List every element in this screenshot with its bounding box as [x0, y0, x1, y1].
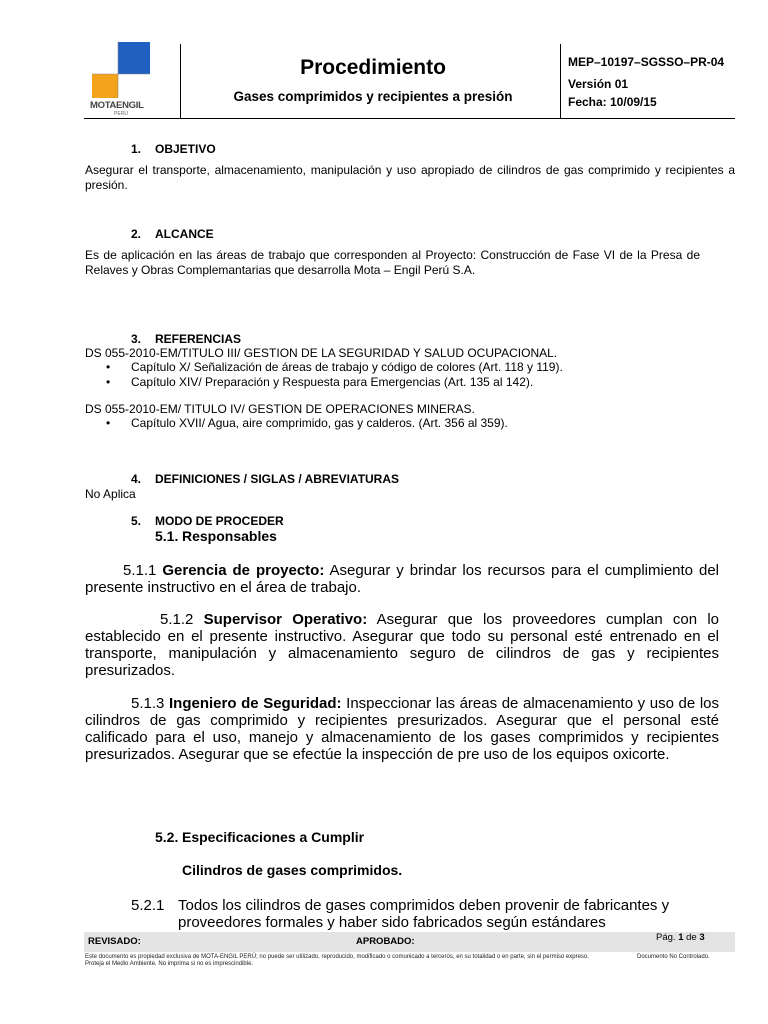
paragraph-line: proveedores formales y haber sido fabricados según estándares [178, 914, 606, 931]
section-number: 2. [131, 227, 142, 241]
reference-line: DS 055-2010-EM/TITULO III/ GESTION DE LA SEGURIDAD Y SALUD OCUPACIONAL. [85, 346, 558, 360]
list-item [106, 375, 533, 389]
subsection-heading-cilindros: Cilindros de gases comprimidos. [182, 862, 403, 878]
subsection-title-responsables: Responsables [182, 528, 277, 544]
header-bottom-rule [84, 118, 735, 119]
section-number: 4. [131, 472, 142, 486]
section-title-definiciones: DEFINICIONES / SIGLAS / ABREVIATURAS [155, 472, 400, 486]
logo-subtext: PERÚ [114, 111, 128, 117]
document-code: MEP–10197–SGSSO–PR-04 [568, 55, 725, 69]
section-number: 1. [131, 142, 142, 156]
page-prefix: Pág. [656, 932, 676, 943]
section-title-objetivo: OBJETIVO [155, 142, 216, 156]
role-title: Ingeniero de Seguridad: [168, 695, 342, 712]
document-date: Fecha: 10/09/15 [568, 95, 657, 109]
subsection-title-especificaciones: Especificaciones a Cumplir [182, 829, 365, 845]
bullet-icon: • [106, 375, 111, 389]
section-text-alcance: Es de aplicación en las áreas de trabajo que corresponden al Proyecto: Construcción de Fase VI de la Presa de Relaves y Obras Complemantarias que desarrolla Mota – Engil Perú S.A. [85, 248, 700, 277]
footer-revisado-label: REVISADO: [88, 936, 141, 947]
footer-aprobado-label: APROBADO: [356, 936, 415, 947]
bullet-icon: • [106, 416, 111, 430]
section-number: 5. [131, 514, 142, 528]
item-number: 5.1.1 [123, 562, 157, 579]
section-title-referencias: REFERENCIAS [155, 332, 242, 346]
section-text-objetivo: Asegurar el transporte, almacenamiento, manipulación y uso apropiado de cilindros de gas comprimido y recipientes a presión. [85, 163, 735, 192]
section-title-alcance: ALCANCE [155, 227, 214, 241]
role-description: Inspeccionar las áreas de almacenamiento y uso de los cilindros de gas comprimido y recipientes presurizados. Asegurar que el personal esté calificado para el uso, manejo y almacenamiento de los gases comprimidos y recipientes presurizados. Asegurar que se efectúe la inspección de pre uso de los equipos oxicorte. [85, 695, 720, 763]
list-item-text: Capítulo X/ Señalización de áreas de trabajo y código de colores (Art. 118 y 119). [131, 360, 563, 374]
footer-disclaimer [85, 954, 630, 968]
responsibility-paragraph [85, 695, 719, 763]
responsibility-paragraph [85, 562, 719, 596]
mota-engil-logo [88, 40, 154, 120]
document-version: Versión 01 [568, 77, 629, 91]
page-of: de [686, 932, 697, 943]
logo-text: MOTAENGIL [90, 100, 144, 111]
section-title-modo: MODO DE PROCEDER [155, 514, 284, 528]
page-total: 3 [699, 932, 705, 943]
page-number: 1 [678, 932, 684, 943]
bullet-icon: • [106, 360, 111, 374]
role-title: Supervisor Operativo: [203, 611, 368, 628]
section-number: 3. [131, 332, 142, 346]
role-description: Asegurar y brindar los recursos para el cumplimiento del presente instructivo en el área de trabajo. [85, 562, 720, 596]
paragraph-line: Todos los cilindros de gases comprimidos deben provenir de fabricantes y [178, 897, 670, 914]
reference-line: DS 055-2010-EM/ TITULO IV/ GESTION DE OPERACIONES MINERAS. [85, 402, 475, 416]
page-indicator [656, 932, 705, 943]
disclaimer-line: Proteja el Medio Ambiente. No imprima si no es imprescindible. [85, 961, 254, 967]
list-item-text: Capítulo XIV/ Preparación y Respuesta para Emergencias (Art. 135 al 142). [131, 375, 534, 389]
disclaimer-line: Este documento es propiedad exclusiva de MOTA-ENGIL PERÚ; no puede ser utilizado, reproducido, modificado o comunicado a terceros, en su totalidad o en parte, sin el permiso expreso. [85, 954, 589, 960]
item-number: 5.1.2 [160, 611, 194, 628]
list-item [106, 360, 563, 374]
page-subtitle: Gases comprimidos y recipientes a presión [233, 89, 513, 104]
list-item [106, 416, 508, 430]
subsection-number: 5.1. [155, 528, 179, 544]
item-number: 5.1.3 [131, 695, 165, 712]
subsection-number: 5.2. [155, 829, 179, 845]
section-text-definiciones: No Aplica [85, 487, 136, 501]
role-description: Asegurar que los proveedores cumplan con lo establecido en el presente instructivo. Asegurar que todo su personal esté entrenado en el transporte, manipulación y almacenamiento seguro de cilindros de gas y recipientes presurizados. [85, 611, 720, 679]
role-title: Gerencia de proyecto: [162, 562, 325, 579]
item-number: 5.2.1 [131, 897, 165, 914]
page-title: Procedimiento [300, 56, 446, 79]
list-item-text: Capítulo XVII/ Agua, aire comprimido, gas y calderos. (Art. 356 al 359). [131, 416, 508, 430]
responsibility-paragraph [85, 611, 719, 679]
footer-controlled-note: Documento No Controlado. [637, 954, 710, 960]
